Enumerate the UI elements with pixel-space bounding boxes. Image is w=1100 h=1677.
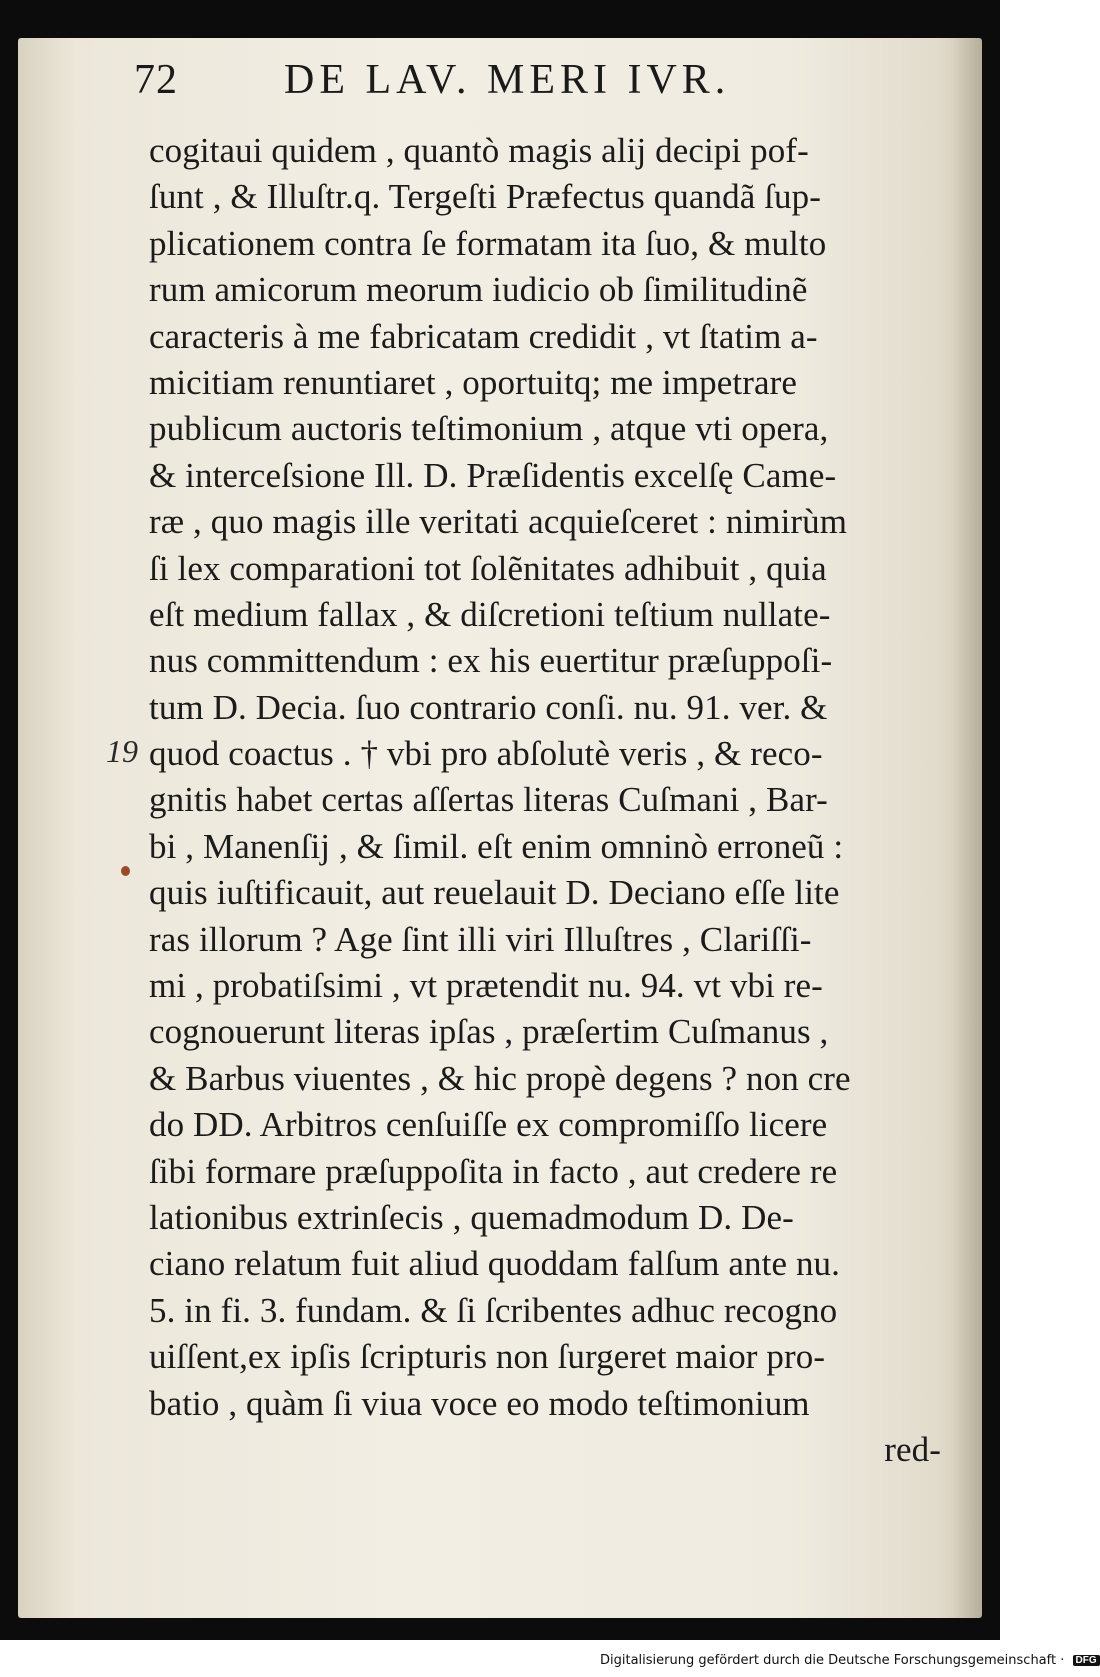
text-line: & interceſsione Ill. D. Præſidentis excelſę Came- [149, 455, 837, 495]
text-line: cognouerunt literas ipſas , præſertim Cuſmanus , [149, 1012, 829, 1052]
text-line: ras illorum ? Age ſint illi viri Illuſtres , Clariſſi- [149, 919, 812, 959]
text-line: gnitis habet certas aſſertas literas Cuſmani , Bar- [149, 780, 828, 820]
text-line: batio , quàm ſi viua voce eo modo teſtimonium [149, 1383, 810, 1423]
text-line: caracteris à me fabricatam credidit , vt ſtatim a- [149, 316, 818, 356]
text-line: quod coactus . † vbi pro abſolutè veris , & reco- [149, 734, 823, 774]
text-line: ſi lex comparationi tot ſolẽnitates adhibuit , quia [149, 548, 827, 588]
running-title: DE LAV. MERI IVR. [284, 57, 731, 103]
text-line: ſunt , & Illuſtr.q. Tergeſti Præfectus quandã ſup- [149, 177, 821, 217]
footer-credit [600, 1653, 1100, 1668]
text-line: micitiam renuntiaret , oportuitq; me impetrare [149, 362, 797, 402]
footer-text: Digitalisierung gefördert durch die Deutsche Forschungsgemeinschaft · [600, 1653, 1065, 1668]
margin-note-number: 19 [106, 733, 138, 769]
text-line: 5. in fi. 3. fundam. & ſi ſcribentes adhuc recogno [149, 1290, 838, 1330]
text-line: ræ , quo magis ille veritati acquieſceret : nimirùm [149, 502, 848, 542]
body-text [149, 128, 949, 1473]
text-line: eſt medium fallax , & diſcretioni teſtium nullate- [149, 594, 831, 634]
text-line: cogitaui quidem , quantò magis alij decipi pof- [149, 131, 809, 170]
text-line: bi , Manenſij , & ſimil. eſt enim omninò erroneũ : [149, 826, 844, 866]
running-head [134, 50, 834, 110]
text-line: mi , probatiſsimi , vt prætendit nu. 94. vt vbi re- [149, 966, 823, 1006]
text-line: plicationem contra ſe formatam ita ſuo, & multo [149, 223, 827, 263]
text-line: rum amicorum meorum iudicio ob ſimilitudinẽ [149, 270, 808, 310]
ink-spot [121, 866, 130, 876]
text-line: quis iuſtificauit, aut reuelauit D. Deciano eſſe lite [149, 873, 840, 913]
text-line: ciano relatum fuit aliud quoddam falſum ante nu. [149, 1244, 840, 1284]
text-line: publicum auctoris teſtimonium , atque vti opera, [149, 409, 829, 449]
text-line: nus committendum : ex his euertitur præſuppoſi- [149, 641, 833, 681]
page-number: 72 [134, 57, 178, 103]
text-line: lationibus extrinſecis , quemadmodum D. De- [149, 1197, 794, 1237]
dfg-logo: DFG [1073, 1655, 1100, 1666]
text-line: do DD. Arbitros cenſuiſſe ex compromiſſo licere [149, 1105, 828, 1145]
text-line: ſibi formare præſuppoſita in facto , aut credere re [149, 1151, 838, 1191]
text-line: tum D. Decia. ſuo contrario conſi. nu. 91. ver. & [149, 687, 828, 727]
page-edge-shadow [952, 38, 982, 1618]
text-line: & Barbus viuentes , & hic propè degens ? non cre [149, 1058, 851, 1098]
catchword: red- [884, 1429, 941, 1469]
text-line: uiſſent,ex ipſis ſcripturis non ſurgeret maior pro- [149, 1337, 826, 1377]
